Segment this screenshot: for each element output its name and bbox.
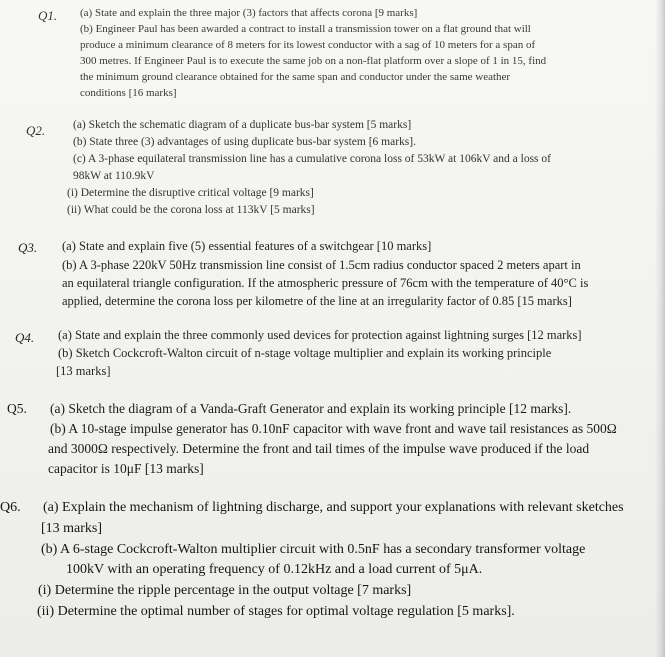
q1-number: Q1.: [38, 8, 58, 23]
q6-line-1: (a) Explain the mechanism of lightning discharge, and support your explanations with relevant sketches: [43, 500, 624, 515]
q1-line-1: (a) State and explain the three major (3) factors that affects corona [9 marks]: [80, 7, 418, 19]
q4-number: Q4.: [15, 330, 35, 345]
q5-line-4: capacitor is 10μF [13 marks]: [48, 461, 204, 476]
q5-line-2: (b) A 10-stage impulse generator has 0.10nF capacitor with wave front and wave tail resistances as 500Ω: [50, 421, 617, 436]
q1-line-4: 300 metres. If Engineer Paul is to execute the same job on a non-flat platform over a slope of 1 in 15, find: [80, 55, 547, 67]
q3-line-2: (b) A 3-phase 220kV 50Hz transmission line consist of 1.5cm radius conductor spaced 2 meters apart in: [62, 258, 581, 272]
q2-line-2: (b) State three (3) advantages of using duplicate bus-bar system [6 marks].: [73, 136, 416, 148]
q6-number: Q6.: [0, 500, 21, 515]
q6-line-4: 100kV with an operating frequency of 0.12kHz and a load current of 5μA.: [66, 562, 483, 577]
q1-line-2: (b) Engineer Paul has been awarded a contract to install a transmission tower on a flat ground that will: [80, 23, 531, 35]
q6-line-2: [13 marks]: [41, 521, 103, 536]
q3-number: Q3.: [18, 240, 38, 255]
page-edge-shadow: [655, 0, 665, 657]
q2-number: Q2.: [26, 123, 46, 138]
q6-line-6: (ii) Determine the optimal number of stages for optimal voltage regulation [5 marks].: [37, 604, 515, 619]
q4-line-3: [13 marks]: [56, 364, 111, 378]
q5-line-3: and 3000Ω respectively. Determine the front and tail times of the impulse wave produced if the load: [48, 441, 590, 456]
q3-line-4: applied, determine the corona loss per kilometre of the line at an irregularity factor of 0.85 [15 marks]: [62, 294, 572, 308]
q1-line-5: the minimum ground clearance obtained for the same span and conductor under the same weather: [80, 71, 511, 83]
q2-line-1: (a) Sketch the schematic diagram of a duplicate bus-bar system [5 marks]: [73, 119, 412, 131]
q3-line-3: an equilateral triangle configuration. If the atmospheric pressure of 76cm with the temperature of 40°C is: [62, 276, 589, 290]
q2-line-6: (ii) What could be the corona loss at 113kV [5 marks]: [67, 204, 315, 216]
q3-line-1: (a) State and explain five (5) essential features of a switchgear [10 marks]: [62, 239, 432, 253]
q2-line-4: 98kW at 110.9kV: [73, 170, 155, 182]
q4-line-1: (a) State and explain the three commonly used devices for protection against lightning surges [12 marks]: [58, 328, 582, 342]
q5-number: Q5.: [7, 401, 27, 416]
q6-line-5: (i) Determine the ripple percentage in the output voltage [7 marks]: [38, 583, 412, 598]
q1-line-3: produce a minimum clearance of 8 meters for its lowest conductor with a sag of 10 meters for a span of: [80, 39, 536, 51]
q2-line-5: (i) Determine the disruptive critical voltage [9 marks]: [67, 187, 314, 199]
q4-line-2: (b) Sketch Cockcroft-Walton circuit of n-stage voltage multiplier and explain its working principle: [58, 346, 552, 360]
q5-line-1: (a) Sketch the diagram of a Vanda-Graft Generator and explain its working principle [12 marks].: [50, 401, 572, 416]
q1-line-6: conditions [16 marks]: [80, 87, 177, 99]
q6-line-3: (b) A 6-stage Cockcroft-Walton multiplier circuit with 0.5nF has a secondary transformer voltage: [41, 542, 586, 557]
q2-line-3: (c) A 3-phase equilateral transmission line has a cumulative corona loss of 53kW at 106kV and a loss of: [73, 153, 551, 165]
